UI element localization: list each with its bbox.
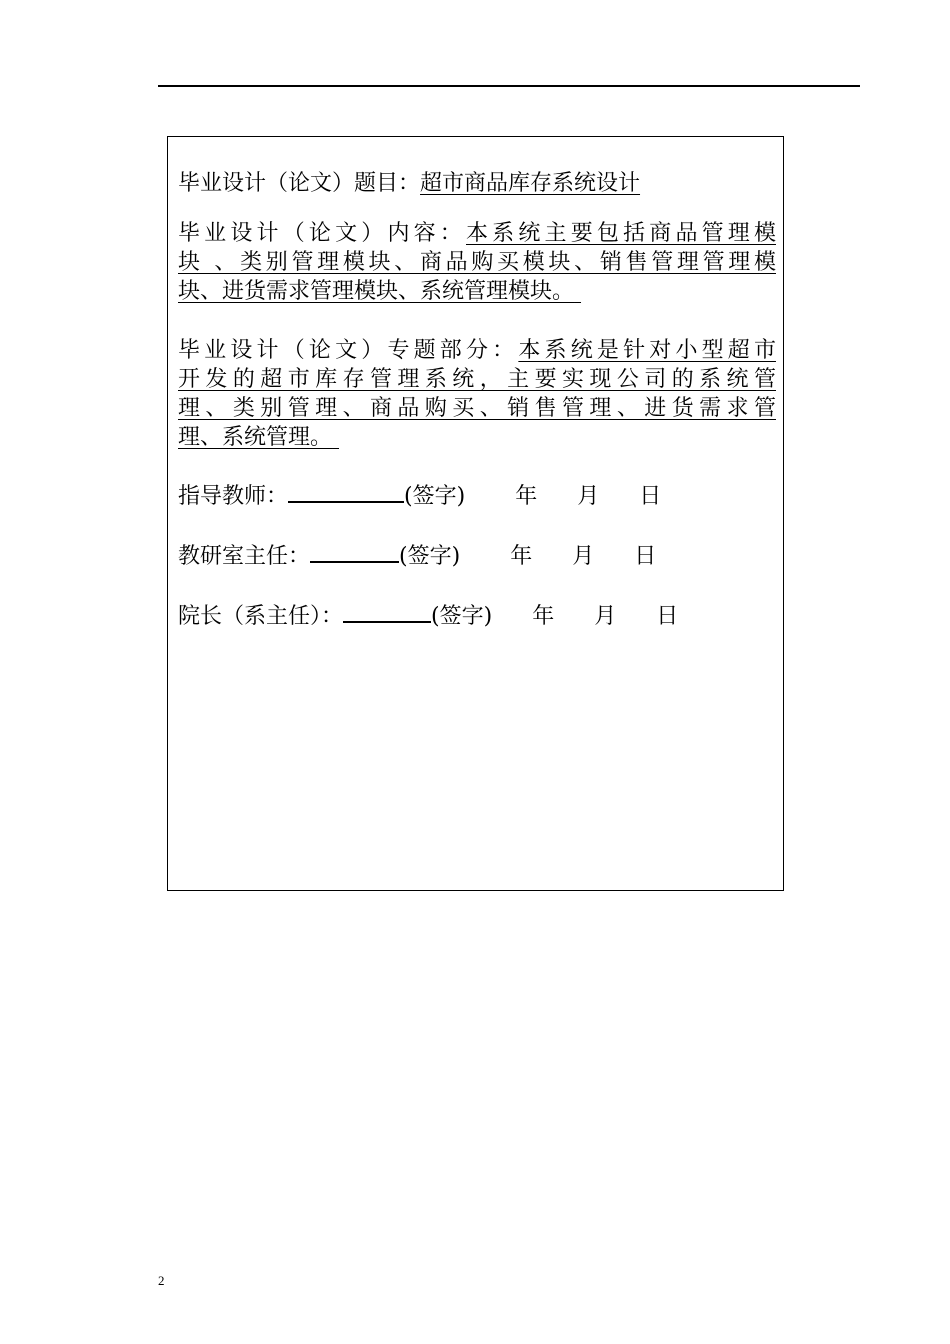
dean-signature-blank[interactable] [343,599,431,623]
content-line-1 [178,219,776,248]
thesis-title-row [178,169,776,198]
advisor-signature-blank[interactable] [288,479,404,503]
director-day-label: 日 [634,544,657,569]
thesis-title-label: 毕业设计（论文）题目： [178,171,421,196]
dean-label: 院长（系主任）： [178,604,344,629]
content-text-3: 块、进货需求管理模块、系统管理模块。 [178,279,575,304]
thesis-topic-row [178,336,776,452]
director-signature-row [178,539,656,571]
page-number: 2 [158,1273,165,1288]
director-month-label: 月 [572,544,595,569]
header-rule [158,85,860,87]
director-sign-label: (签字) [399,544,461,569]
topic-text-2: 开发的超市库存管理系统，主要实现公司的系统管 [178,367,776,392]
topic-text-4: 理、系统管理。 [178,425,333,450]
advisor-signature-row [178,479,661,511]
thesis-title-value: 超市商品库存系统设计 [420,171,641,196]
director-label: 教研室主任： [178,544,311,569]
dean-sign-label: (签字) [431,604,493,629]
content-text-2: 块 、类别管理模块、商品购买模块、销售管理管理模 [178,250,776,275]
advisor-year-label: 年 [515,484,538,509]
dean-day-label: 日 [656,604,679,629]
thesis-topic-label: 毕业设计（论文）专题部分： [178,338,519,363]
dean-month-label: 月 [594,604,617,629]
topic-text-3: 理、类别管理、商品购买、销售管理、进货需求管 [178,396,776,421]
content-text-1: 本系统主要包括商品管理模 [466,221,776,246]
director-year-label: 年 [510,544,533,569]
advisor-month-label: 月 [577,484,600,509]
topic-text-1: 本系统是针对小型超市 [518,338,776,363]
advisor-label: 指导教师： [178,484,289,509]
dean-signature-row [178,599,678,631]
advisor-day-label: 日 [639,484,662,509]
director-signature-blank[interactable] [310,539,399,563]
topic-line-1 [178,336,776,365]
task-form-box [167,136,784,891]
thesis-content-label: 毕业设计（论文）内容： [178,221,466,246]
dean-year-label: 年 [532,604,555,629]
thesis-content-row [178,219,776,306]
advisor-sign-label: (签字) [404,484,466,509]
